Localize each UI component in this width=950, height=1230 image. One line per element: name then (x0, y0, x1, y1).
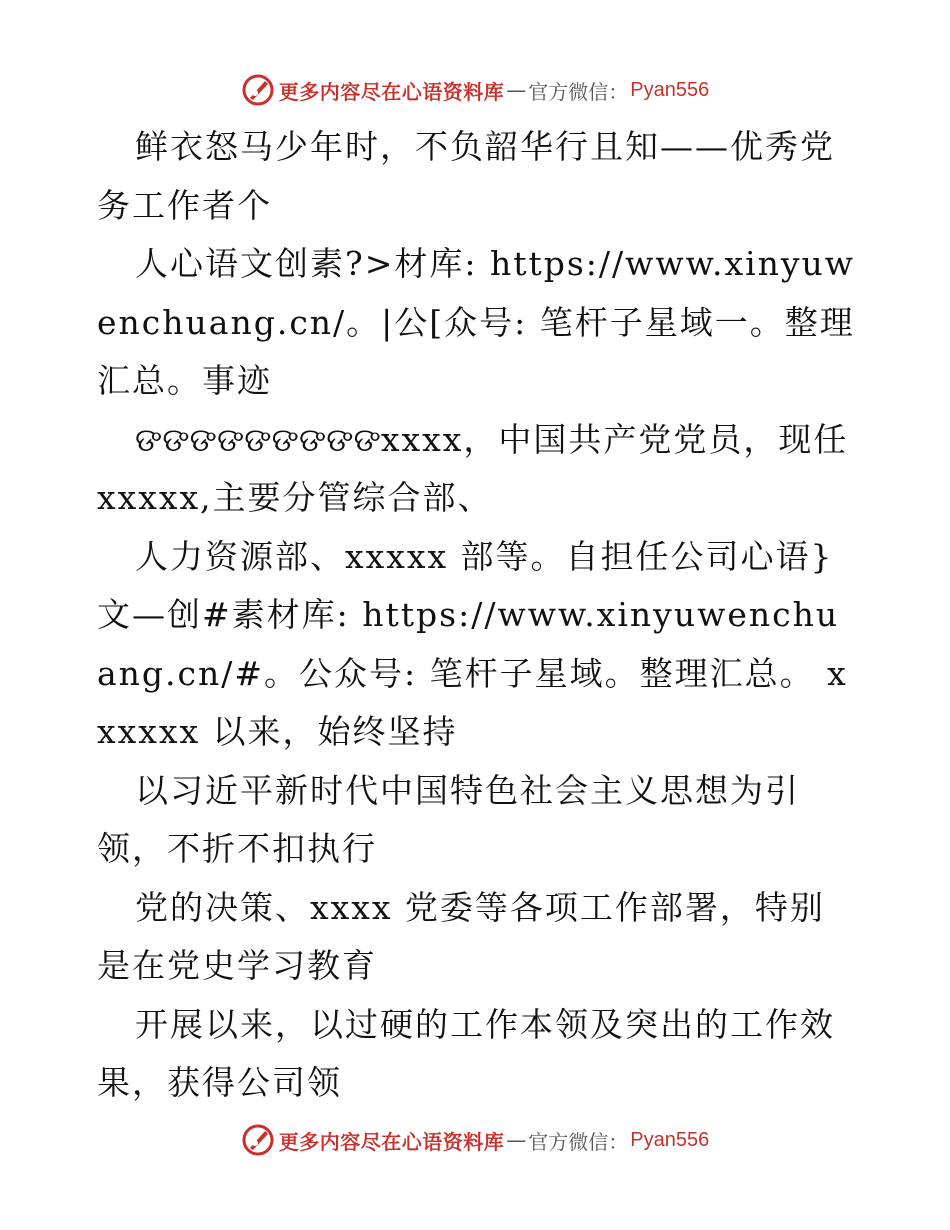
banner-dash: — (506, 1128, 527, 1152)
banner-wechat-label: 官方微信： (528, 79, 629, 104)
quill-logo-icon (241, 73, 275, 107)
paragraph-4: 人力资源部、xxxxx 部等。自担任公司心语}文—创#素材库: https://www.xinyuwenchuang.cn/#。公众号: 笔杆子星域。整理汇总。 xxxxxx 以来，始终坚持 (97, 536, 848, 751)
banner-wechat-label: 官方微信： (528, 1129, 629, 1154)
document-body (97, 118, 857, 1113)
paragraph-7: 开展以来，以过硬的工作本领及突出的工作效果，获得公司领 (97, 1004, 835, 1102)
paragraph-2: 人心语文创素?>材库: https://www.xinyuwenchuang.cn/。|公[众号: 笔杆子星域一。整理汇总。事迹 (97, 244, 856, 400)
ornament-glyphs: ଙଙଙଙଙଙଙଙଙ (135, 419, 381, 459)
paragraph-3 (97, 411, 857, 528)
quill-logo-icon (241, 1123, 275, 1157)
paragraph-3-text: xxxx，中国共产党党员，现任 xxxxx,主要分管综合部、 (97, 419, 849, 517)
paragraph-1: 鲜衣怒马少年时，不负韶华行且知——优秀党务工作者个 (97, 127, 835, 225)
banner-wechat-id: Pyan556 (630, 78, 710, 101)
paragraph-5: 以习近平新时代中国特色社会主义思想为引领，不折不扣执行 (97, 770, 800, 868)
footer-banner (0, 1118, 950, 1162)
header-banner (0, 68, 950, 112)
banner-dash: — (506, 78, 527, 102)
paragraph-6: 党的决策、xxxx 党委等各项工作部署，特别是在党史学习教育 (97, 887, 825, 985)
banner-wechat-id: Pyan556 (630, 1128, 710, 1151)
banner-title: 更多内容尽在心语资料库 (278, 79, 505, 104)
banner-title: 更多内容尽在心语资料库 (278, 1129, 505, 1154)
